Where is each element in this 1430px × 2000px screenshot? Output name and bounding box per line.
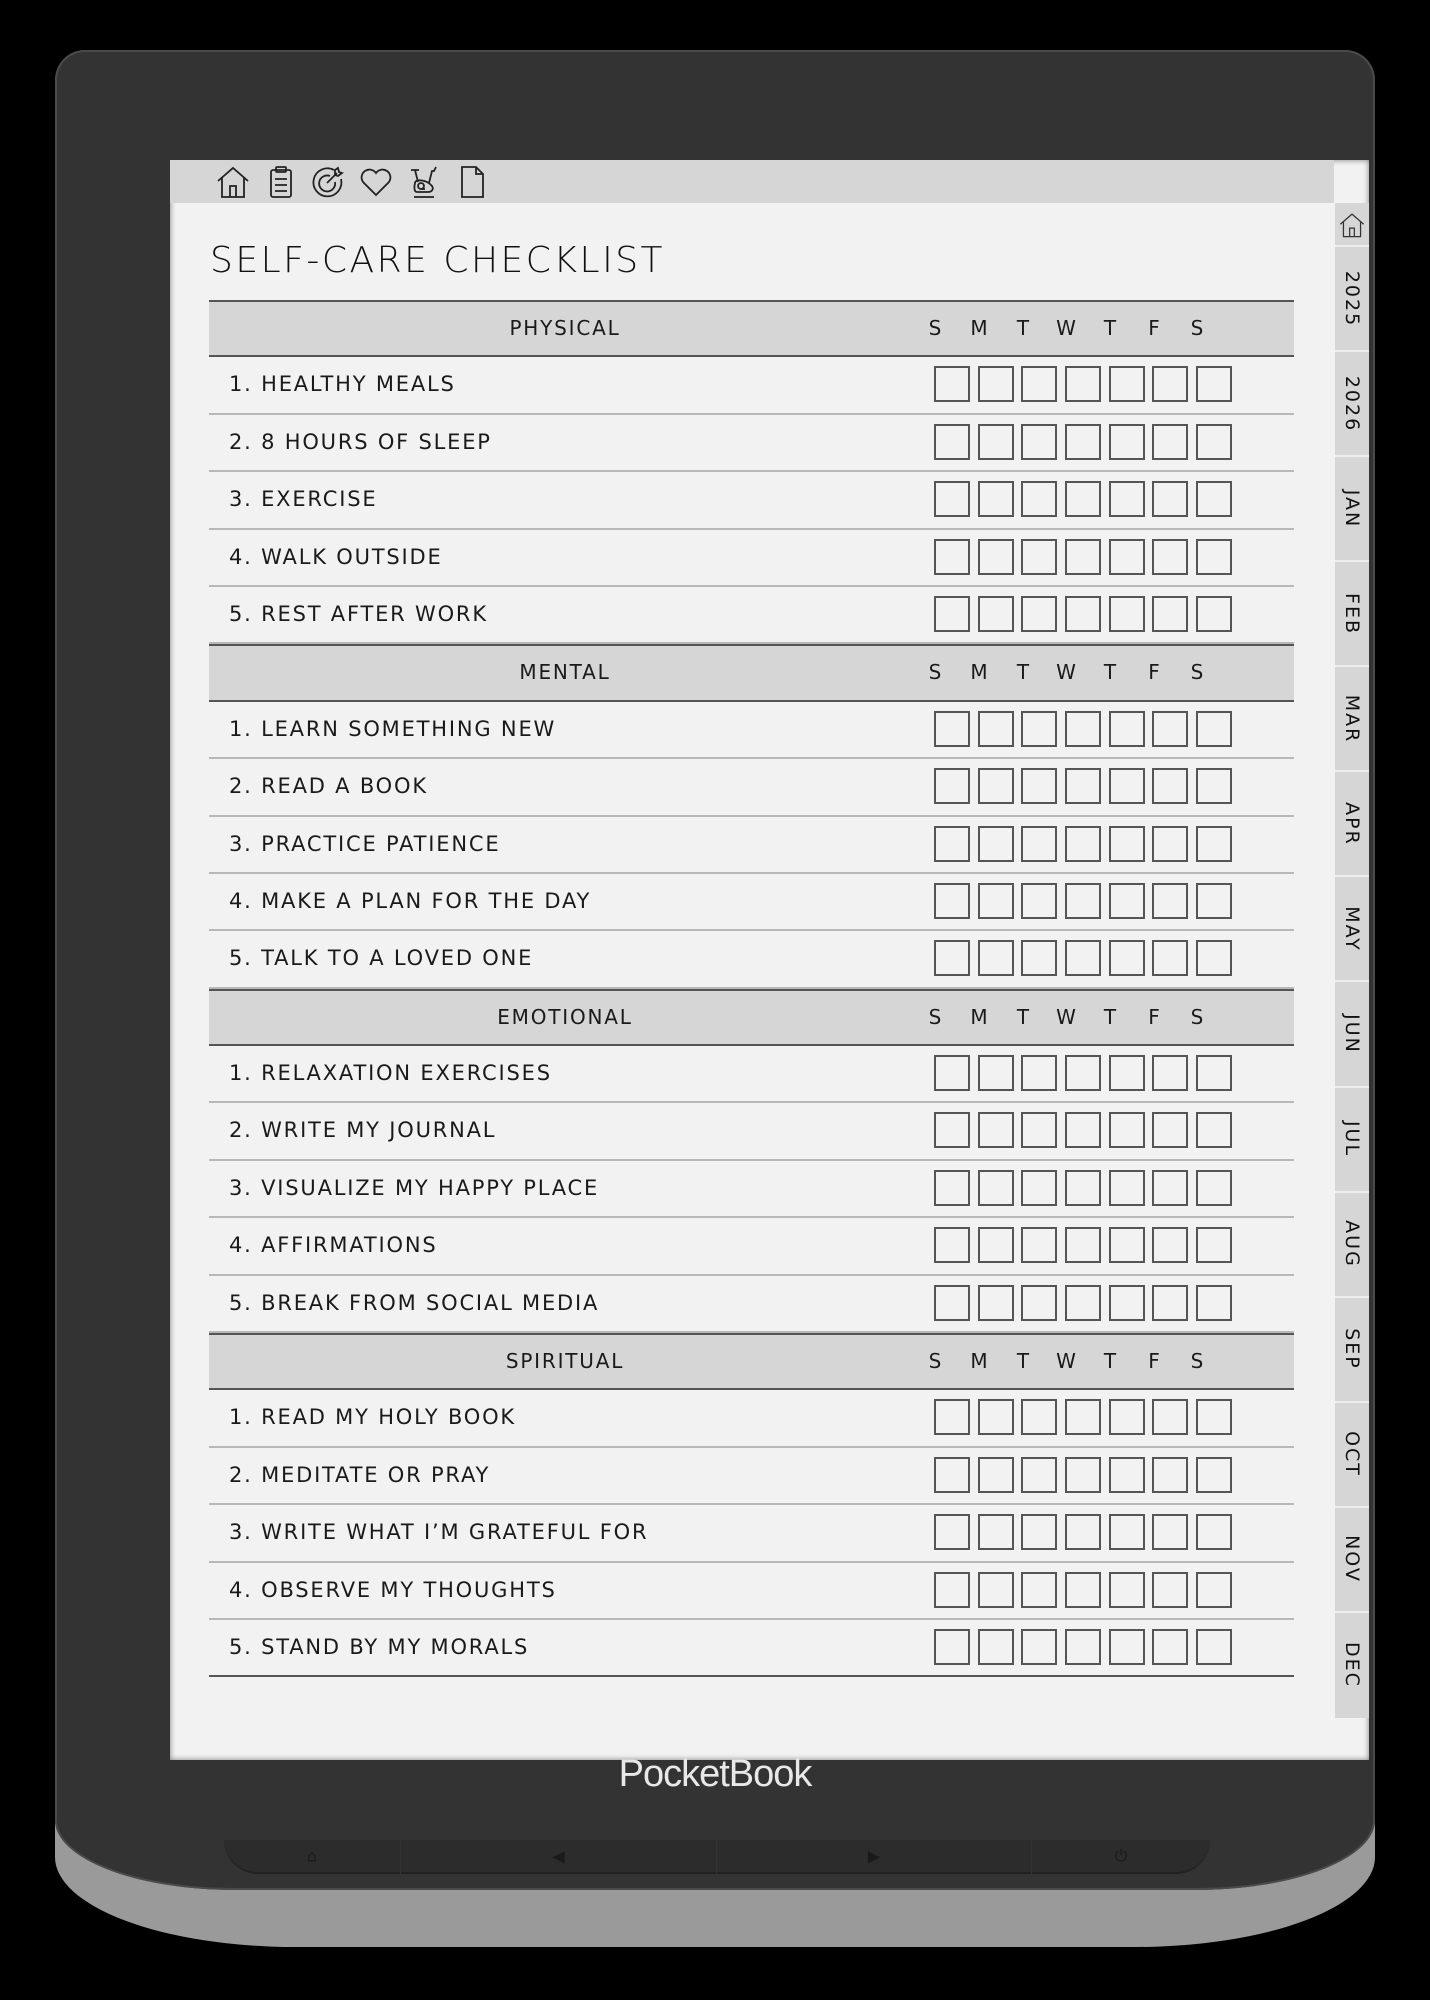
weekday-label: T [1016, 316, 1030, 340]
day-checkbox[interactable] [1065, 596, 1101, 632]
task-label: 1. RELAXATION EXERCISES [229, 1061, 552, 1086]
weekday-label: W [1056, 1004, 1076, 1029]
task-label: 5. TALK TO A LOVED ONE [229, 946, 534, 971]
task-label: 2. READ A BOOK [229, 774, 428, 799]
day-checkbox[interactable] [978, 1170, 1014, 1206]
sidebar-tab[interactable] [1335, 1193, 1369, 1298]
day-checkbox[interactable] [978, 366, 1014, 402]
day-checkbox[interactable] [1021, 768, 1057, 804]
checklist-row [209, 1448, 1294, 1505]
weekday-label: S [928, 660, 942, 685]
day-checkbox[interactable] [1065, 481, 1101, 517]
weekday-label: F [1148, 1349, 1160, 1374]
hw-power-button[interactable] [1032, 1840, 1210, 1874]
section-title: MENTAL [519, 660, 611, 685]
day-checkbox[interactable] [1065, 1227, 1101, 1263]
weekday-label: F [1148, 316, 1160, 340]
day-checkbox[interactable] [1196, 768, 1232, 804]
day-checkbox[interactable] [1021, 940, 1057, 976]
day-checkbox[interactable] [934, 1170, 970, 1206]
checklist-row [209, 415, 1294, 472]
day-checkbox[interactable] [1065, 940, 1101, 976]
weekday-label: T [1103, 1349, 1117, 1374]
day-checkbox[interactable] [1196, 1629, 1232, 1665]
day-checkbox[interactable] [978, 940, 1014, 976]
sidebar-tab-label: 2025 [1341, 270, 1363, 327]
sidebar-tab[interactable] [1335, 457, 1369, 562]
page-title: SELF-CARE CHECKLIST [210, 240, 666, 281]
day-checkbox[interactable] [1065, 711, 1101, 747]
day-checkbox[interactable] [1065, 539, 1101, 575]
hw-prev-button[interactable] [401, 1840, 716, 1874]
day-checkbox[interactable] [978, 1457, 1014, 1493]
task-label: 3. WRITE WHAT I’M GRATEFUL FOR [229, 1520, 649, 1545]
task-label: 4. MAKE A PLAN FOR THE DAY [229, 888, 592, 913]
day-checkbox[interactable] [1109, 1285, 1145, 1321]
day-checkbox[interactable] [1065, 1055, 1101, 1091]
weekday-label: W [1056, 316, 1076, 340]
screen [170, 160, 1369, 1760]
day-checkbox[interactable] [1196, 826, 1232, 862]
day-checkbox[interactable] [1065, 1112, 1101, 1148]
task-label: 4. WALK OUTSIDE [229, 544, 443, 569]
day-checkbox[interactable] [1065, 883, 1101, 919]
day-checkbox[interactable] [934, 1457, 970, 1493]
task-label: 1. HEALTHY MEALS [229, 372, 456, 397]
brand-logo: PocketBook [618, 1753, 812, 1795]
day-checkbox[interactable] [1196, 1055, 1232, 1091]
sidebar-tab-label: APR [1341, 802, 1363, 846]
day-checkbox[interactable] [1065, 1457, 1101, 1493]
day-checkbox[interactable] [1152, 940, 1188, 976]
sidebar-tab[interactable] [1335, 1508, 1369, 1613]
task-label: 4. AFFIRMATIONS [229, 1233, 438, 1258]
weekday-label: T [1016, 660, 1030, 685]
day-checkboxes [921, 415, 1294, 470]
day-checkbox[interactable] [1065, 1572, 1101, 1608]
weekday-label: M [970, 660, 988, 685]
day-checkbox[interactable] [978, 424, 1014, 460]
day-checkbox[interactable] [1109, 539, 1145, 575]
day-checkbox[interactable] [978, 1285, 1014, 1321]
day-checkbox[interactable] [1021, 424, 1057, 460]
day-checkbox[interactable] [1196, 1227, 1232, 1263]
day-checkbox[interactable] [978, 1629, 1014, 1665]
checklist-row [209, 1620, 1294, 1677]
day-checkbox[interactable] [1152, 596, 1188, 632]
arrow-left-icon: ◀ [552, 1846, 565, 1866]
day-checkbox[interactable] [1196, 1572, 1232, 1608]
ereader-device [55, 50, 1375, 1890]
day-checkbox[interactable] [1021, 1629, 1057, 1665]
day-checkbox[interactable] [1152, 1629, 1188, 1665]
sidebar-tab[interactable] [1335, 667, 1369, 772]
day-checkbox[interactable] [1152, 768, 1188, 804]
day-checkbox[interactable] [1152, 1170, 1188, 1206]
day-checkbox[interactable] [1196, 1457, 1232, 1493]
task-label: 2. MEDITATE OR PRAY [229, 1462, 491, 1487]
weekday-label: F [1148, 660, 1160, 685]
day-checkbox[interactable] [1196, 596, 1232, 632]
day-checkbox[interactable] [978, 1227, 1014, 1263]
day-checkbox[interactable] [934, 424, 970, 460]
day-checkbox[interactable] [1152, 1399, 1188, 1435]
day-checkbox[interactable] [1021, 1112, 1057, 1148]
arrow-right-icon: ▶ [867, 1846, 881, 1866]
weekday-labels [921, 646, 1294, 699]
day-checkbox[interactable] [1021, 1170, 1057, 1206]
day-checkbox[interactable] [934, 768, 970, 804]
day-checkbox[interactable] [1065, 1629, 1101, 1665]
day-checkboxes [921, 1390, 1294, 1445]
weekday-labels [921, 1335, 1294, 1388]
day-checkboxes [921, 1505, 1294, 1560]
day-checkbox[interactable] [1021, 1055, 1057, 1091]
day-checkbox[interactable] [1109, 366, 1145, 402]
day-checkboxes [921, 1276, 1294, 1331]
day-checkbox[interactable] [1021, 1514, 1057, 1550]
day-checkboxes [921, 931, 1294, 986]
day-checkbox[interactable] [1021, 826, 1057, 862]
checklist-row [209, 1103, 1294, 1160]
task-label: 1. READ MY HOLY BOOK [229, 1405, 517, 1430]
task-label: 2. WRITE MY JOURNAL [229, 1118, 497, 1143]
day-checkbox[interactable] [1152, 1112, 1188, 1148]
sidebar-tab[interactable] [1335, 1088, 1369, 1193]
day-checkbox[interactable] [1109, 1572, 1145, 1608]
checklist-row [209, 472, 1294, 529]
day-checkbox[interactable] [1152, 826, 1188, 862]
page-icon[interactable] [454, 164, 490, 200]
weekday-label: M [970, 1004, 988, 1029]
day-checkbox[interactable] [1196, 940, 1232, 976]
day-checkbox[interactable] [934, 1285, 970, 1321]
day-checkbox[interactable] [1021, 1285, 1057, 1321]
day-checkboxes [921, 1046, 1294, 1101]
weekday-label: T [1103, 660, 1117, 685]
task-label: 2. 8 HOURS OF SLEEP [229, 429, 492, 454]
sidebar-tab[interactable] [1335, 877, 1369, 982]
day-checkbox[interactable] [1065, 1514, 1101, 1550]
sidebar-tab-label: NOV [1341, 1535, 1363, 1584]
day-checkboxes [921, 357, 1294, 412]
day-checkboxes [921, 1620, 1294, 1675]
weekday-label: M [970, 316, 988, 340]
day-checkbox[interactable] [934, 1112, 970, 1148]
section-header [209, 300, 1294, 357]
day-checkbox[interactable] [1109, 1227, 1145, 1263]
weekday-label: T [1016, 1004, 1030, 1029]
task-label: 3. PRACTICE PATIENCE [229, 831, 501, 856]
day-checkbox[interactable] [1021, 883, 1057, 919]
day-checkbox[interactable] [1152, 424, 1188, 460]
sidebar-tab[interactable] [1335, 1298, 1369, 1403]
day-checkbox[interactable] [934, 1055, 970, 1091]
day-checkboxes [921, 1563, 1294, 1618]
day-checkbox[interactable] [1109, 1399, 1145, 1435]
section-title: EMOTIONAL [497, 1004, 633, 1029]
day-checkbox[interactable] [1152, 366, 1188, 402]
sidebar-tab-label: JUN [1341, 1014, 1363, 1054]
day-checkbox[interactable] [978, 1112, 1014, 1148]
sidebar-tab[interactable] [1335, 352, 1369, 457]
day-checkbox[interactable] [978, 711, 1014, 747]
day-checkbox[interactable] [1152, 1572, 1188, 1608]
checklist-row [209, 874, 1294, 931]
day-checkbox[interactable] [1196, 366, 1232, 402]
day-checkbox[interactable] [934, 366, 970, 402]
day-checkbox[interactable] [978, 768, 1014, 804]
day-checkbox[interactable] [1109, 481, 1145, 517]
weekday-label: W [1056, 660, 1076, 685]
checklist-row [209, 530, 1294, 587]
weekday-label: S [1190, 1349, 1204, 1374]
weekday-labels [921, 991, 1294, 1044]
day-checkboxes [921, 759, 1294, 814]
sidebar-home-tab[interactable] [1335, 203, 1369, 247]
checklist-row [209, 1390, 1294, 1447]
checklist-row [209, 1161, 1294, 1218]
checklist-row [209, 357, 1294, 414]
sidebar-tab[interactable] [1335, 562, 1369, 667]
day-checkbox[interactable] [1196, 1285, 1232, 1321]
weekday-label: S [928, 1349, 942, 1374]
day-checkbox[interactable] [1109, 596, 1145, 632]
home-icon [1338, 211, 1366, 239]
day-checkbox[interactable] [1196, 1399, 1232, 1435]
section-header [209, 989, 1294, 1046]
day-checkbox[interactable] [1152, 1055, 1188, 1091]
weekday-label: S [1190, 1004, 1204, 1029]
day-checkboxes [921, 1103, 1294, 1158]
day-checkbox[interactable] [934, 1514, 970, 1550]
sidebar-tab-label: SEP [1341, 1328, 1363, 1370]
sidebar-tab-label: JAN [1341, 489, 1363, 528]
task-label: 5. REST AFTER WORK [229, 601, 488, 626]
day-checkbox[interactable] [1196, 424, 1232, 460]
day-checkbox[interactable] [1152, 1285, 1188, 1321]
day-checkbox[interactable] [1196, 711, 1232, 747]
day-checkbox[interactable] [934, 1399, 970, 1435]
day-checkbox[interactable] [1109, 1457, 1145, 1493]
day-checkbox[interactable] [1196, 883, 1232, 919]
day-checkbox[interactable] [978, 481, 1014, 517]
day-checkbox[interactable] [1109, 424, 1145, 460]
day-checkbox[interactable] [1109, 711, 1145, 747]
sidebar-tab-label: AUG [1341, 1220, 1363, 1268]
day-checkbox[interactable] [978, 539, 1014, 575]
day-checkbox[interactable] [934, 539, 970, 575]
day-checkbox[interactable] [1021, 711, 1057, 747]
day-checkbox[interactable] [1021, 539, 1057, 575]
day-checkbox[interactable] [1196, 539, 1232, 575]
day-checkbox[interactable] [934, 883, 970, 919]
day-checkbox[interactable] [1109, 1170, 1145, 1206]
day-checkbox[interactable] [1152, 539, 1188, 575]
weekday-label: F [1148, 1004, 1160, 1029]
section-header [209, 1333, 1294, 1390]
sidebar-tab[interactable] [1335, 247, 1369, 352]
day-checkbox[interactable] [1065, 768, 1101, 804]
sidebar-tab-label: JUL [1341, 1121, 1363, 1158]
day-checkbox[interactable] [1065, 1399, 1101, 1435]
day-checkboxes [921, 702, 1294, 757]
sidebar-tab-label: OCT [1341, 1431, 1363, 1478]
weekday-label: W [1056, 1349, 1076, 1374]
day-checkboxes [921, 587, 1294, 642]
day-checkbox[interactable] [1109, 826, 1145, 862]
task-label: 5. BREAK FROM SOCIAL MEDIA [229, 1290, 600, 1315]
day-checkboxes [921, 1448, 1294, 1503]
task-label: 3. VISUALIZE MY HAPPY PLACE [229, 1175, 600, 1200]
day-checkbox[interactable] [1196, 1514, 1232, 1550]
section-title: PHYSICAL [509, 316, 621, 340]
weekday-label: S [928, 1004, 942, 1029]
hw-next-button[interactable] [717, 1840, 1031, 1874]
day-checkbox[interactable] [1152, 1227, 1188, 1263]
task-label: 1. LEARN SOMETHING NEW [229, 716, 557, 741]
day-checkbox[interactable] [978, 1055, 1014, 1091]
day-checkbox[interactable] [1021, 1227, 1057, 1263]
sidebar-tab-label: FEB [1341, 592, 1363, 635]
weekday-labels [921, 302, 1294, 355]
day-checkbox[interactable] [934, 1629, 970, 1665]
weekday-label: S [1190, 660, 1204, 685]
sidebar-tab[interactable] [1335, 1403, 1369, 1508]
day-checkboxes [921, 874, 1294, 929]
hw-home-button[interactable] [224, 1840, 400, 1874]
day-checkbox[interactable] [934, 1227, 970, 1263]
checklist-row [209, 1563, 1294, 1620]
sidebar-tab-label: DEC [1341, 1642, 1363, 1689]
day-checkbox[interactable] [1196, 481, 1232, 517]
checklist-table [209, 300, 1294, 1677]
day-checkbox[interactable] [934, 826, 970, 862]
day-checkbox[interactable] [1109, 883, 1145, 919]
day-checkbox[interactable] [1109, 940, 1145, 976]
heart-icon[interactable] [358, 164, 394, 200]
checklist-row [209, 817, 1294, 874]
checklist-row [209, 931, 1294, 988]
day-checkboxes [921, 1218, 1294, 1273]
day-checkbox[interactable] [1021, 596, 1057, 632]
sidebar-tab-label: 2026 [1341, 375, 1363, 432]
sidebar-tab-label: MAY [1341, 906, 1363, 952]
day-checkbox[interactable] [1021, 1572, 1057, 1608]
home-icon[interactable] [215, 164, 251, 200]
sidebar-tab-label: MAR [1341, 694, 1363, 744]
day-checkbox[interactable] [1065, 424, 1101, 460]
weekday-label: T [1103, 1004, 1117, 1029]
day-checkbox[interactable] [1152, 711, 1188, 747]
checklist-row [209, 587, 1294, 644]
day-checkbox[interactable] [978, 1572, 1014, 1608]
day-checkbox[interactable] [1152, 481, 1188, 517]
task-label: 4. OBSERVE MY THOUGHTS [229, 1577, 557, 1602]
section-header [209, 644, 1294, 701]
day-checkbox[interactable] [978, 883, 1014, 919]
weekday-label: M [970, 1349, 988, 1374]
checklist-row [209, 759, 1294, 816]
task-label: 5. STAND BY MY MORALS [229, 1634, 530, 1659]
top-toolbar [170, 160, 1334, 203]
day-checkbox[interactable] [1109, 1629, 1145, 1665]
day-checkbox[interactable] [934, 940, 970, 976]
weekday-label: T [1016, 1349, 1030, 1374]
sidebar-tab[interactable] [1335, 772, 1369, 877]
day-checkbox[interactable] [978, 596, 1014, 632]
day-checkbox[interactable] [1021, 366, 1057, 402]
day-checkbox[interactable] [1196, 1170, 1232, 1206]
day-checkbox[interactable] [1152, 1514, 1188, 1550]
day-checkbox[interactable] [934, 596, 970, 632]
checklist-row [209, 1046, 1294, 1103]
clipboard-icon[interactable] [263, 164, 299, 200]
checklist-row [209, 1276, 1294, 1333]
weekday-label: T [1103, 316, 1117, 340]
power-icon: ⏻ [1114, 1846, 1128, 1865]
day-checkbox[interactable] [1065, 366, 1101, 402]
day-checkbox[interactable] [1152, 1457, 1188, 1493]
day-checkbox[interactable] [1152, 883, 1188, 919]
day-checkbox[interactable] [1196, 1112, 1232, 1148]
task-label: 3. EXERCISE [229, 487, 378, 512]
sidebar-tab[interactable] [1335, 1613, 1369, 1718]
day-checkbox[interactable] [1021, 481, 1057, 517]
day-checkbox[interactable] [1065, 1285, 1101, 1321]
section-title: SPIRITUAL [505, 1349, 625, 1374]
checklist-row [209, 1218, 1294, 1275]
day-checkbox[interactable] [934, 1572, 970, 1608]
target-icon[interactable] [310, 164, 346, 200]
day-checkbox[interactable] [1109, 1055, 1145, 1091]
day-checkboxes [921, 530, 1294, 585]
weekday-label: S [1190, 316, 1204, 340]
checklist-row [209, 702, 1294, 759]
sidebar-tab[interactable] [1335, 982, 1369, 1087]
day-checkbox[interactable] [1065, 826, 1101, 862]
day-checkbox[interactable] [1109, 1514, 1145, 1550]
day-checkbox[interactable] [1021, 1399, 1057, 1435]
day-checkboxes [921, 817, 1294, 872]
day-checkbox[interactable] [1109, 768, 1145, 804]
day-checkbox[interactable] [934, 711, 970, 747]
home-icon: ⌂ [306, 1846, 318, 1866]
day-checkbox[interactable] [978, 1399, 1014, 1435]
exercise-bike-icon[interactable] [406, 164, 442, 200]
weekday-label: S [928, 316, 942, 340]
day-checkbox[interactable] [978, 826, 1014, 862]
day-checkbox[interactable] [978, 1514, 1014, 1550]
sidebar-tabs [1335, 203, 1369, 1718]
checklist-row [209, 1505, 1294, 1562]
day-checkbox[interactable] [934, 481, 970, 517]
day-checkbox[interactable] [1109, 1112, 1145, 1148]
day-checkbox[interactable] [1065, 1170, 1101, 1206]
day-checkboxes [921, 1161, 1294, 1216]
day-checkbox[interactable] [1021, 1457, 1057, 1493]
day-checkboxes [921, 472, 1294, 527]
